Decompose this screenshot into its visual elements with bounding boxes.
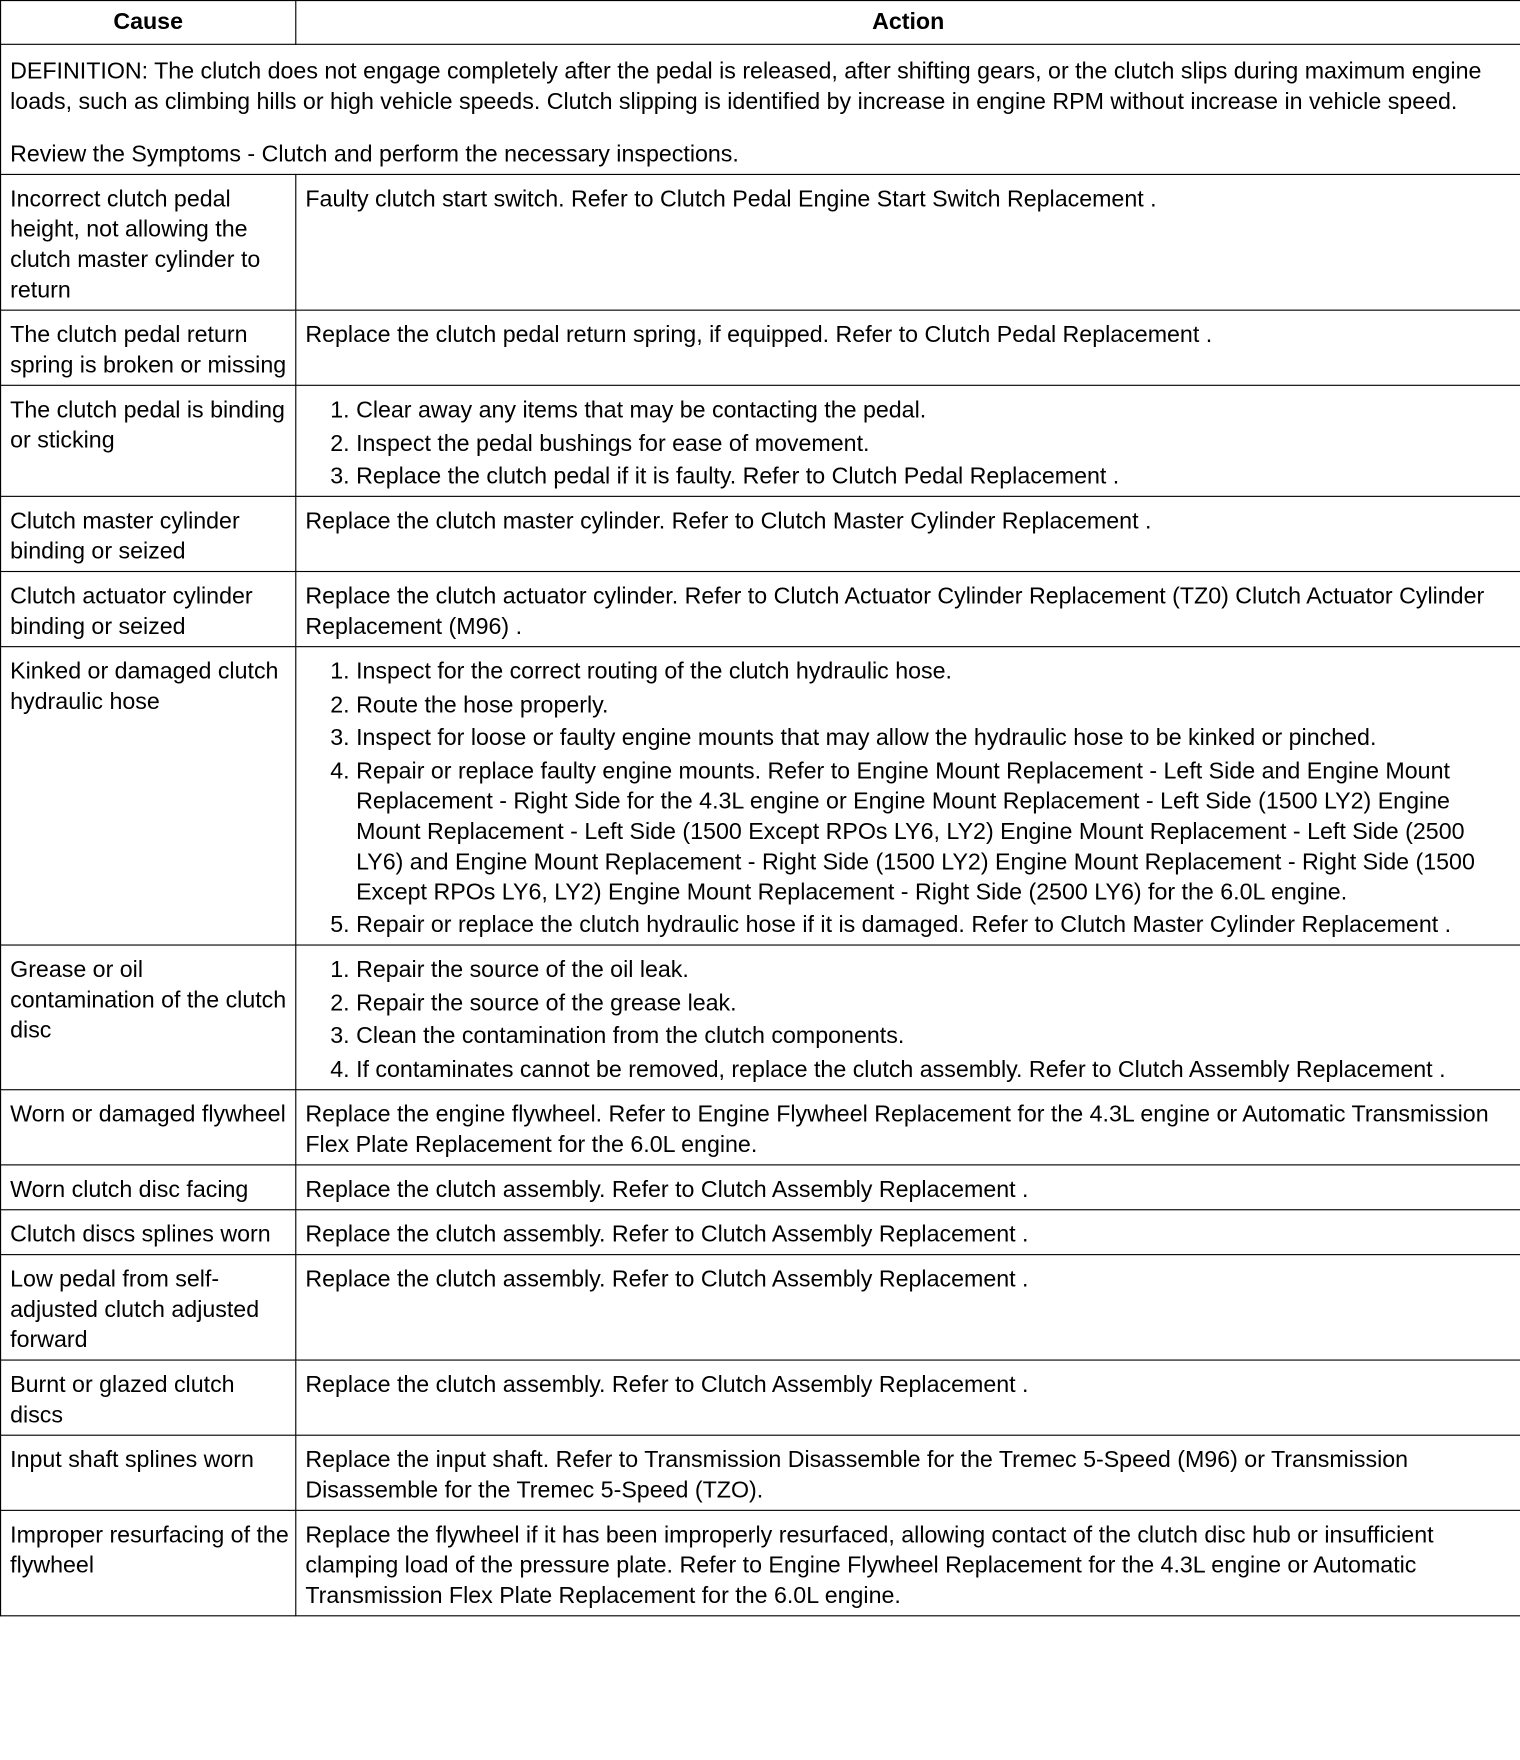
action-step: 4. If contaminates cannot be removed, replace the clutch assembly. Refer to Clutch Assembly Replacement . bbox=[356, 1054, 1514, 1084]
action-cell: Replace the input shaft. Refer to Transmission Disassemble for the Tremec 5-Speed (M96) or Transmission Disassemble for the Tremec 5-Speed (TZO). bbox=[296, 1435, 1520, 1510]
cause-cell: The clutch pedal is binding or sticking bbox=[1, 385, 296, 496]
action-column-header: Action bbox=[296, 1, 1520, 45]
cause-cell: Grease or oil contamination of the clutch disc bbox=[1, 945, 296, 1089]
cause-cell: Improper resurfacing of the flywheel bbox=[1, 1510, 296, 1615]
table-row bbox=[1, 1089, 1520, 1164]
action-step: 3. Inspect for loose or faulty engine mounts that may allow the hydraulic hose to be kinked or pinched. bbox=[356, 722, 1514, 752]
table-row bbox=[1, 174, 1520, 310]
cause-cell: Input shaft splines worn bbox=[1, 1435, 296, 1510]
action-cell: Faulty clutch start switch. Refer to Clutch Pedal Engine Start Switch Replacement . bbox=[296, 174, 1520, 310]
cause-cell: Low pedal from self-adjusted clutch adjusted forward bbox=[1, 1254, 296, 1359]
table-row bbox=[1, 1360, 1520, 1435]
action-step: 3. Replace the clutch pedal if it is faulty. Refer to Clutch Pedal Replacement . bbox=[356, 461, 1514, 491]
cause-cell: Worn clutch disc facing bbox=[1, 1164, 296, 1209]
action-cell: Replace the engine flywheel. Refer to Engine Flywheel Replacement for the 4.3L engine or Automatic Transmission Flex Plate Replacement for the 6.0L engine. bbox=[296, 1089, 1520, 1164]
action-step: 2. Inspect the pedal bushings for ease of movement. bbox=[356, 428, 1514, 458]
action-steps-list bbox=[305, 955, 1514, 1085]
table-row bbox=[1, 310, 1520, 385]
action-cell: Replace the clutch assembly. Refer to Clutch Assembly Replacement . bbox=[296, 1209, 1520, 1254]
table-row bbox=[1, 647, 1520, 945]
action-cell: Replace the clutch assembly. Refer to Clutch Assembly Replacement . bbox=[296, 1360, 1520, 1435]
action-cell bbox=[296, 385, 1520, 496]
cause-column-header: Cause bbox=[1, 1, 296, 45]
action-cell bbox=[296, 647, 1520, 945]
cause-cell: The clutch pedal return spring is broken or missing bbox=[1, 310, 296, 385]
table-row bbox=[1, 385, 1520, 496]
action-cell: Replace the clutch master cylinder. Refer to Clutch Master Cylinder Replacement . bbox=[296, 496, 1520, 571]
cause-cell: Clutch master cylinder binding or seized bbox=[1, 496, 296, 571]
table-row bbox=[1, 572, 1520, 647]
action-cell: Replace the clutch pedal return spring, if equipped. Refer to Clutch Pedal Replacement . bbox=[296, 310, 1520, 385]
action-step: 3. Clean the contamination from the clutch components. bbox=[356, 1021, 1514, 1051]
table-row bbox=[1, 496, 1520, 571]
definition-note: Review the Symptoms - Clutch and perform the necessary inspections. bbox=[10, 141, 739, 168]
definition-row bbox=[1, 44, 1520, 174]
table-row bbox=[1, 1510, 1520, 1615]
cause-cell: Clutch discs splines worn bbox=[1, 1209, 296, 1254]
cause-cell: Clutch actuator cylinder binding or seized bbox=[1, 572, 296, 647]
cause-cell: Incorrect clutch pedal height, not allowing the clutch master cylinder to return bbox=[1, 174, 296, 310]
table-row bbox=[1, 1164, 1520, 1209]
action-step: 4. Repair or replace faulty engine mounts. Refer to Engine Mount Replacement - Left Side and Engine Mount Replacement - Right Side for the 4.3L engine or Engine Mount Replacement - Left Side (1500 LY2) Engine Mount Replacement - Left Side (1500 Except RPOs LY6, LY2) Engine Mount Replacement - Left Side (2500 LY6) and Engine Mount Replacement - Right Side (1500 LY2) Engine Mount Replacement - Right Side (1500 Except RPOs LY6, LY2) Engine Mount Replacement - Right Side (2500 LY6) for the 6.0L engine. bbox=[356, 755, 1514, 906]
table-row bbox=[1, 1435, 1520, 1510]
table-row bbox=[1, 945, 1520, 1089]
action-step: 5. Repair or replace the clutch hydraulic hose if it is damaged. Refer to Clutch Master Cylinder Replacement . bbox=[356, 910, 1514, 940]
action-step: 1. Inspect for the correct routing of the clutch hydraulic hose. bbox=[356, 656, 1514, 686]
definition-cell bbox=[1, 44, 1520, 174]
table-row bbox=[1, 1209, 1520, 1254]
action-cell bbox=[296, 945, 1520, 1089]
action-cell: Replace the flywheel if it has been improperly resurfaced, allowing contact of the clutch disc hub or insufficient clamping load of the pressure plate. Refer to Engine Flywheel Replacement for the 4.3L engine or Automatic Transmission Flex Plate Replacement for the 6.0L engine. bbox=[296, 1510, 1520, 1615]
cause-cell: Worn or damaged flywheel bbox=[1, 1089, 296, 1164]
cause-cell: Kinked or damaged clutch hydraulic hose bbox=[1, 647, 296, 945]
action-cell: Replace the clutch actuator cylinder. Refer to Clutch Actuator Cylinder Replacement (TZ0) Clutch Actuator Cylinder Replacement (M96) . bbox=[296, 572, 1520, 647]
definition-text: DEFINITION: The clutch does not engage completely after the pedal is released, after shifting gears, or the clutch slips during maximum engine loads, such as climbing hills or high vehicle speeds. Clutch slipping is identified by increase in engine RPM without increase in vehicle speed. bbox=[10, 58, 1482, 115]
table-row bbox=[1, 1254, 1520, 1359]
action-step: 1. Repair the source of the oil leak. bbox=[356, 955, 1514, 985]
action-steps-list bbox=[305, 395, 1514, 491]
action-step: 1. Clear away any items that may be contacting the pedal. bbox=[356, 395, 1514, 425]
cause-cell: Burnt or glazed clutch discs bbox=[1, 1360, 296, 1435]
action-cell: Replace the clutch assembly. Refer to Clutch Assembly Replacement . bbox=[296, 1164, 1520, 1209]
action-step: 2. Repair the source of the grease leak. bbox=[356, 988, 1514, 1018]
action-step: 2. Route the hose properly. bbox=[356, 689, 1514, 719]
action-steps-list bbox=[305, 656, 1514, 940]
action-cell: Replace the clutch assembly. Refer to Clutch Assembly Replacement . bbox=[296, 1254, 1520, 1359]
table-header-row bbox=[1, 1, 1520, 45]
